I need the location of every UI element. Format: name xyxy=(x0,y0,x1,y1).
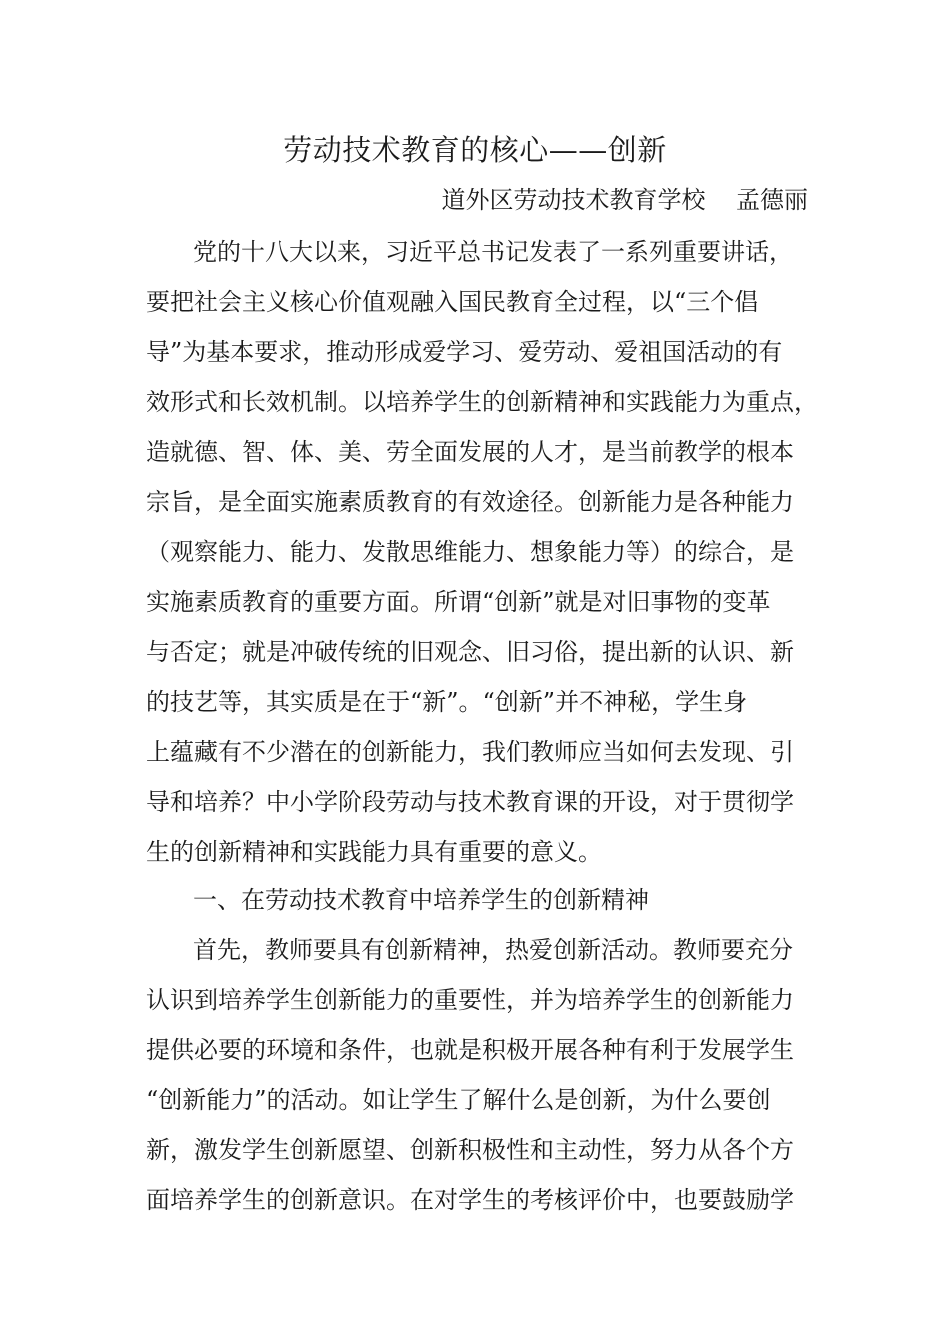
body-line: （观察能力、能力、发散思维能力、想象能力等）的综合，是 xyxy=(146,538,794,566)
author-line: 道外区劳动技术教育学校 孟德丽 xyxy=(441,186,808,214)
body-line: 宗旨，是全面实施素质教育的有效途径。创新能力是各种能力 xyxy=(146,488,794,516)
section-heading: 一、在劳动技术教育中培养学生的创新精神 xyxy=(193,886,649,914)
body-line: 造就德、智、体、美、劳全面发展的人才，是当前教学的根本 xyxy=(146,438,794,466)
body-line: 要把社会主义核心价值观融入国民教育全过程，以“三个倡 xyxy=(146,288,759,316)
body-line: 导”为基本要求，推动形成爱学习、爱劳动、爱祖国活动的有 xyxy=(146,338,783,366)
body-line: 的技艺等，其实质是在于“新”。“创新”并不神秘，学生身 xyxy=(146,688,748,716)
body-line: 党的十八大以来，习近平总书记发表了一系列重要讲话， xyxy=(193,238,793,266)
body-line: “创新能力”的活动。如让学生了解什么是创新，为什么要创 xyxy=(146,1086,771,1114)
body-line: 实施素质教育的重要方面。所谓“创新”就是对旧事物的变革 xyxy=(146,588,771,616)
body-line: 提供必要的环境和条件，也就是积极开展各种有利于发展学生 xyxy=(146,1036,794,1064)
body-line: 效形式和长效机制。以培养学生的创新精神和实践能力为重点， xyxy=(146,388,818,416)
body-line: 面培养学生的创新意识。在对学生的考核评价中，也要鼓励学 xyxy=(146,1186,794,1214)
body-line: 新，激发学生创新愿望、创新积极性和主动性，努力从各个方 xyxy=(146,1136,794,1164)
document-title: 劳动技术教育的核心——创新 xyxy=(283,133,667,167)
body-line: 与否定；就是冲破传统的旧观念、旧习俗，提出新的认识、新 xyxy=(146,638,794,666)
body-line: 认识到培养学生创新能力的重要性，并为培养学生的创新能力 xyxy=(146,986,794,1014)
body-line: 生的创新精神和实践能力具有重要的意义。 xyxy=(146,838,602,866)
body-line: 首先，教师要具有创新精神，热爱创新活动。教师要充分 xyxy=(193,936,793,964)
body-line: 导和培养？中小学阶段劳动与技术教育课的开设，对于贯彻学 xyxy=(146,788,794,816)
body-line: 上蕴藏有不少潜在的创新能力，我们教师应当如何去发现、引 xyxy=(146,738,794,766)
